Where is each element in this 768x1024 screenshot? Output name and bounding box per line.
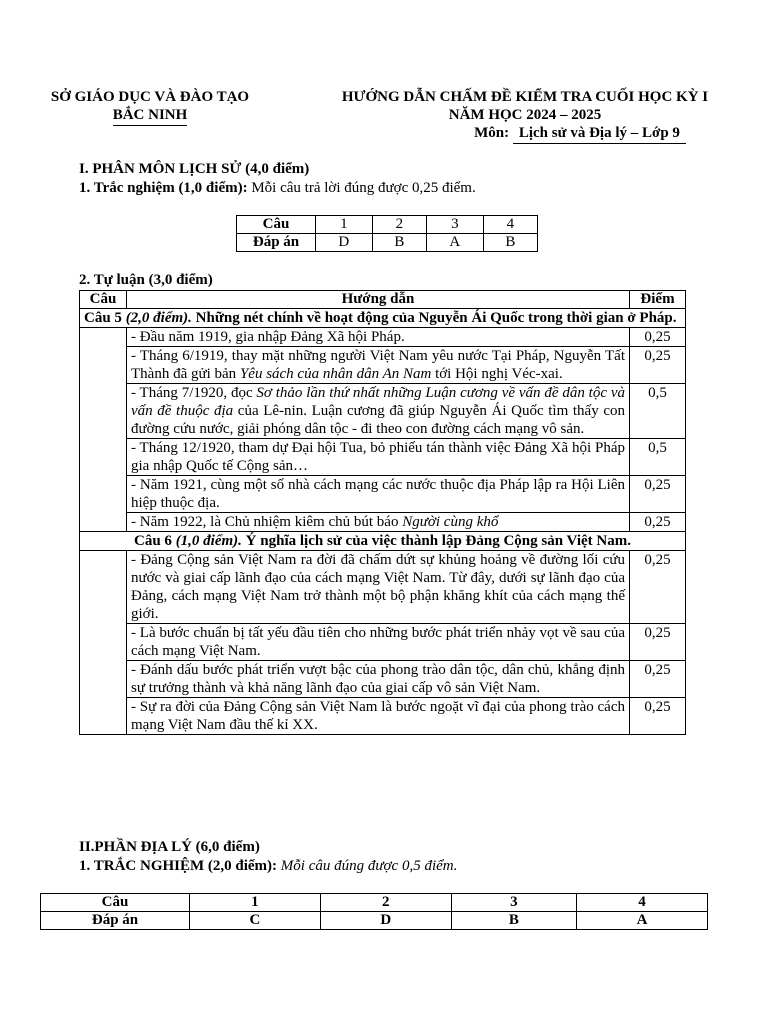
grade-label: – Lớp 9 (627, 125, 680, 141)
document-title: HƯỚNG DẪN CHẤM ĐỀ KIỂM TRA CUỐI HỌC KỲ I (341, 89, 709, 105)
table-cell: 3 (451, 894, 576, 912)
subject-value: Lịch sử và Địa lý – Lớp 9 (513, 124, 686, 144)
table-row (80, 661, 686, 698)
table-header-row (80, 291, 686, 309)
answer-text: - Sự ra đời của Đảng Cộng sản Việt Nam là bước ngoặt vĩ đại của phong trào cách mạng Việt Nam đầu thế kỉ XX. (127, 698, 630, 735)
table-cell-empty (80, 551, 127, 735)
province-name: BẮC NINH (113, 106, 188, 126)
part2-tn-note: Mỗi câu đúng được 0,5 điểm. (277, 858, 458, 874)
answer-text: - Đánh dấu bước phát triển vượt bậc của phong trào dân tộc, dân chủ, khẳng định sự trưởng thành và khả năng lãnh đạo của giai cấp vô sản Việt Nam. (127, 661, 630, 698)
table-cell: B (372, 234, 426, 252)
part2-answer-table (40, 893, 708, 930)
table-cell: D (316, 234, 373, 252)
col-header-diem: Điểm (630, 291, 686, 309)
table-cell: C (190, 912, 321, 930)
table-row (80, 698, 686, 735)
score-cell: 0,25 (630, 698, 686, 735)
table-row (237, 234, 538, 252)
part1-title: I. PHÂN MÔN LỊCH SỬ (4,0 điểm) (79, 161, 310, 177)
table-row (80, 384, 686, 439)
table-cell: B (451, 912, 576, 930)
answer-text: - Tháng 6/1919, thay mặt những người Việt Nam yêu nước Tại Pháp, Nguyễn Tất Thành đã gửi bản Yêu sách của nhân dân An Nam tới Hội nghị Véc-xai. (127, 347, 630, 384)
question5-header-row (80, 309, 686, 328)
score-cell: 0,25 (630, 513, 686, 532)
table-cell: 1 (316, 216, 373, 234)
score-cell: 0,25 (630, 661, 686, 698)
score-cell: 0,5 (630, 384, 686, 439)
table-cell-label: Đáp án (237, 234, 316, 252)
table-cell: B (483, 234, 537, 252)
part1-tl-title: 2. Tự luận (3,0 điểm) (79, 272, 213, 288)
table-cell-empty (80, 328, 127, 532)
table-cell: 4 (483, 216, 537, 234)
answer-text: - Tháng 12/1920, tham dự Đại hội Tua, bỏ phiếu tán thành việc Đảng Xã hội Pháp gia nhập Quốc tế Cộng sản… (127, 439, 630, 476)
part2-title: II.PHẦN ĐỊA LÝ (6,0 điểm) (79, 839, 260, 855)
table-row (80, 551, 686, 624)
header-right (300, 88, 750, 144)
table-cell: 2 (372, 216, 426, 234)
score-cell: 0,5 (630, 439, 686, 476)
answer-text: - Tháng 7/1920, đọc Sơ thảo lần thứ nhất những Luận cương về vấn đề dân tộc và vấn đề thuộc địa của Lê-nin. Luận cương đã giúp Nguyễn Ái Quốc tìm thấy con đường cứu nước, giải phóng dân tộc - đi theo con đường cách mạng vô sản. (127, 384, 630, 439)
score-cell: 0,25 (630, 347, 686, 384)
part2-tn-line (79, 857, 457, 875)
part1-tn-line (79, 179, 476, 197)
department-name: SỞ GIÁO DỤC VÀ ĐÀO TẠO (50, 89, 250, 105)
subject-label: Môn: (474, 125, 510, 141)
col-header-cau: Câu (80, 291, 127, 309)
answer-text: - Là bước chuẩn bị tất yếu đầu tiên cho những bước phát triển nhảy vọt về sau của cách mạng Việt Nam. (127, 624, 630, 661)
question6-title: Câu 6 (1,0 điểm). Ý nghĩa lịch sử của việc thành lập Đảng Cộng sản Việt Nam. (80, 532, 686, 551)
part1-tn-title: 1. Trắc nghiệm (1,0 điểm): (79, 180, 248, 196)
answer-text: - Đầu năm 1919, gia nhập Đảng Xã hội Pháp. (127, 328, 630, 347)
table-row (80, 328, 686, 347)
school-year: NĂM HỌC 2024 – 2025 (448, 107, 602, 123)
score-cell: 0,25 (630, 476, 686, 513)
table-cell-label: Câu (41, 894, 190, 912)
table-row (80, 347, 686, 384)
table-cell-label: Câu (237, 216, 316, 234)
score-cell: 0,25 (630, 624, 686, 661)
answer-text: - Đảng Cộng sản Việt Nam ra đời đã chấm dứt sự khủng hoảng về đường lối cứu nước và giai cấp lãnh đạo của cách mạng Việt Nam. Từ đây, dưới sự lãnh đạo của Đảng, cách mạng Việt Nam trở thành một bộ phận khăng khít của cách mạng thế giới. (127, 551, 630, 624)
table-row (80, 513, 686, 532)
subject-line (410, 124, 750, 144)
table-cell: A (577, 912, 708, 930)
table-cell: D (320, 912, 451, 930)
table-cell-label: Đáp án (41, 912, 190, 930)
table-row (80, 476, 686, 513)
col-header-huongdan: Hướng dẫn (127, 291, 630, 309)
score-cell: 0,25 (630, 328, 686, 347)
table-row (237, 216, 538, 234)
table-cell: 3 (426, 216, 483, 234)
table-cell: 4 (577, 894, 708, 912)
question5-title: Câu 5 (2,0 điểm). Những nét chính về hoạt động của Nguyễn Ái Quốc trong thời gian ở Pháp. (80, 309, 686, 328)
table-cell: A (426, 234, 483, 252)
table-cell: 1 (190, 894, 321, 912)
part1-answer-table (236, 215, 538, 252)
essay-grading-table (79, 290, 686, 735)
score-cell: 0,25 (630, 551, 686, 624)
table-row (41, 894, 708, 912)
table-row (80, 624, 686, 661)
part2-tn-title: 1. TRẮC NGHIỆM (2,0 điểm): (79, 858, 278, 874)
answer-text: - Năm 1921, cùng một số nhà cách mạng các nước thuộc địa Pháp lập ra Hội Liên hiệp thuộc địa. (127, 476, 630, 513)
table-cell: 2 (320, 894, 451, 912)
answer-text: - Năm 1922, là Chủ nhiệm kiêm chủ bút báo Người cùng khổ (127, 513, 630, 532)
table-row (41, 912, 708, 930)
part1-tn-note: Mỗi câu trả lời đúng được 0,25 điểm. (247, 180, 476, 196)
header-left (30, 88, 270, 126)
table-row (80, 439, 686, 476)
question6-header-row (80, 532, 686, 551)
